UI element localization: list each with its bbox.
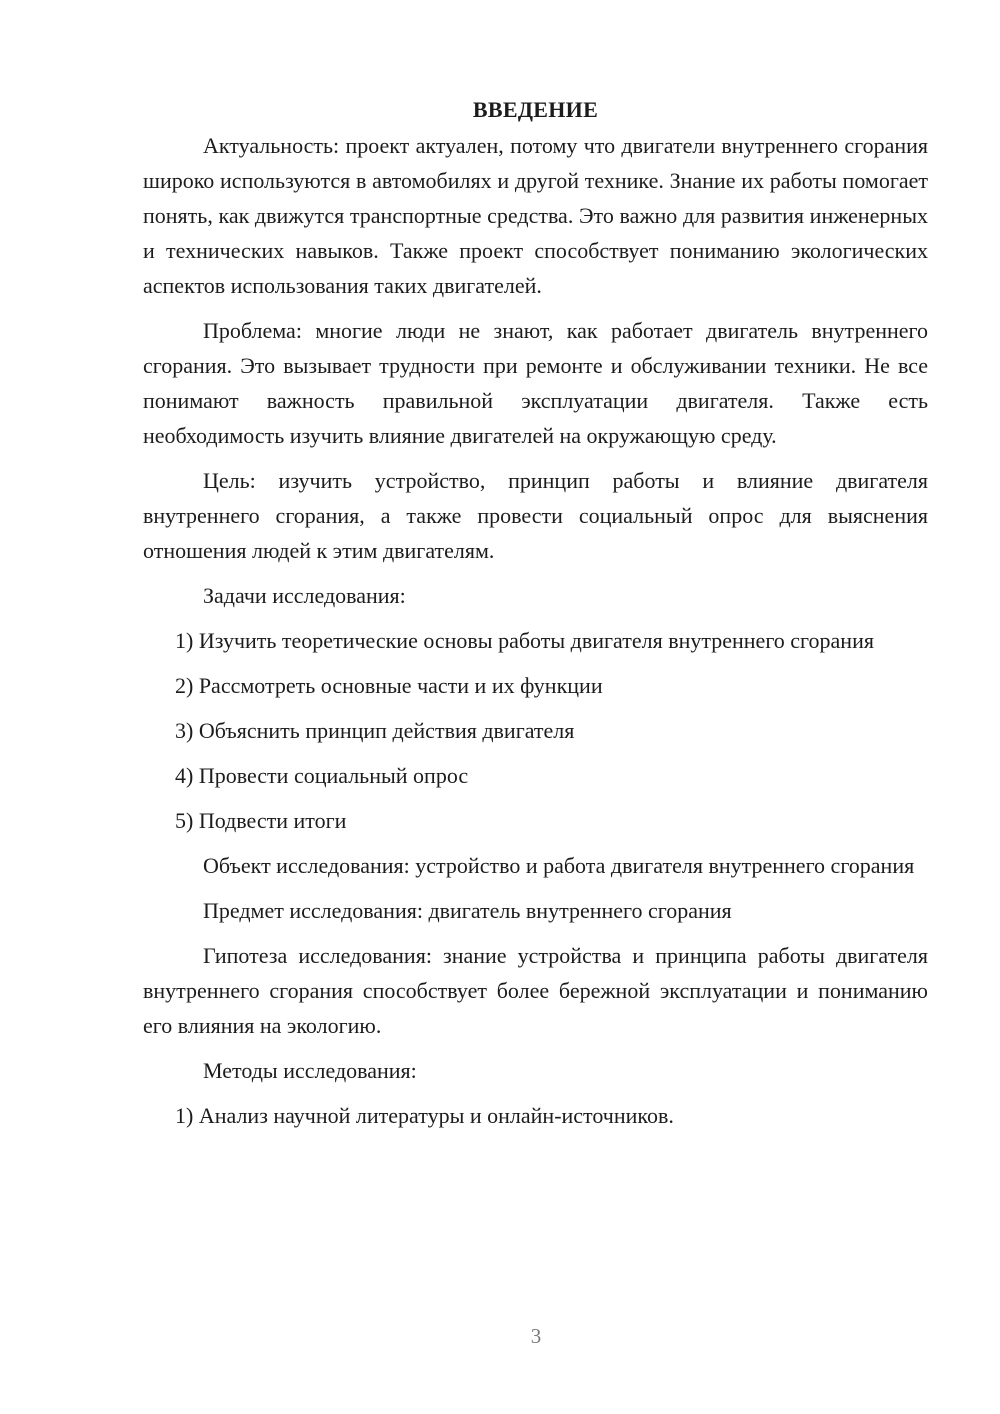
task-item-1: 1) Изучить теоретические основы работы двигателя внутреннего сгорания: [175, 628, 874, 653]
object-paragraph: Объект исследования: устройство и работа двигателя внутреннего сгорания: [203, 853, 915, 878]
relevance-paragraph: Актуальность: проект актуален, потому что двигатели внутреннего сгорания широко используются в автомобилях и другой технике. Знание их работы помогает понять, как движутся транспортные средства. Это важно для развития инженерных и технических навыков. Также проект способствует пониманию экологических аспектов использования таких двигателей.: [143, 133, 928, 298]
tasks-heading: Задачи исследования:: [203, 583, 406, 608]
document-page: [143, 92, 928, 1143]
problem-paragraph: Проблема: многие люди не знают, как работает двигатель внутреннего сгорания. Это вызывает трудности при ремонте и обслуживании техники. Не все понимают важность правильной эксплуатации двигателя. Также есть необходимость изучить влияние двигателей на окружающую среду.: [143, 318, 928, 448]
task-item-3: 3) Объяснить принцип действия двигателя: [175, 718, 575, 743]
page-number: 3: [530, 1324, 542, 1348]
subject-paragraph: Предмет исследования: двигатель внутреннего сгорания: [203, 898, 732, 923]
hypothesis-paragraph: Гипотеза исследования: знание устройства и принципа работы двигателя внутреннего сгорания способствует более бережной эксплуатации и пониманию его влияния на экологию.: [143, 943, 928, 1038]
page-title: ВВЕДЕНИЕ: [472, 97, 599, 122]
task-item-5: 5) Подвести итоги: [175, 808, 347, 833]
methods-heading: Методы исследования:: [203, 1058, 417, 1083]
task-item-4: 4) Провести социальный опрос: [175, 763, 469, 788]
method-item-1: 1) Анализ научной литературы и онлайн-источников.: [175, 1103, 674, 1128]
goal-paragraph: Цель: изучить устройство, принцип работы и влияние двигателя внутреннего сгорания, а также провести социальный опрос для выяснения отношения людей к этим двигателям.: [143, 468, 928, 563]
task-item-2: 2) Рассмотреть основные части и их функции: [175, 673, 603, 698]
